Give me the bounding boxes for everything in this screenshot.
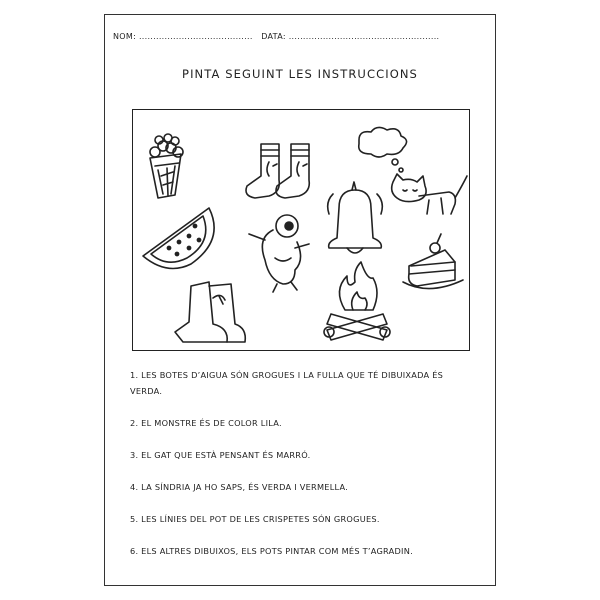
worksheet-title: PINTA SEGUINT LES INSTRUCCIONS <box>182 67 418 81</box>
rain-boots-drawing[interactable] <box>175 282 245 342</box>
popcorn-drawing[interactable] <box>150 134 183 198</box>
thinking-cat-drawing[interactable] <box>359 127 467 214</box>
name-blank[interactable]: ........................................ <box>138 32 253 41</box>
instruction-5: 5. LES LÍNIES DEL POT DE LES CRISPETES SÓN GROGUES. <box>130 514 380 524</box>
campfire-drawing[interactable] <box>324 262 390 340</box>
date-label: DATA: <box>261 32 286 41</box>
monster-drawing[interactable] <box>249 215 309 292</box>
watermelon-drawing[interactable] <box>143 208 214 269</box>
instruction-6: 6. ELS ALTRES DIBUIXOS, ELS POTS PINTAR COM MÉS T’AGRADIN. <box>130 546 413 556</box>
bell-drawing[interactable] <box>328 182 383 253</box>
name-label: NOM: <box>113 32 137 41</box>
instruction-4: 4. LA SÍNDRIA JA HO SAPS, ÉS VERDA I VERMELLA. <box>130 482 349 492</box>
cake-drawing[interactable] <box>403 234 463 289</box>
instructions-list <box>130 367 477 575</box>
instruction-3: 3. EL GAT QUE ESTÀ PENSANT ÉS MARRÓ. <box>130 450 311 460</box>
header-line <box>113 32 487 41</box>
socks-drawing[interactable] <box>246 144 309 198</box>
instruction-1: 1. LES BOTES D’AIGUA SÓN GROGUES I LA FULLA QUE TÉ DIBUIXADA ÉS VERDA. <box>130 370 444 396</box>
date-blank[interactable]: ..................................................... <box>288 32 440 41</box>
picture-box <box>132 109 470 351</box>
instruction-2: 2. EL MONSTRE ÉS DE COLOR LILA. <box>130 418 282 428</box>
worksheet <box>104 14 496 586</box>
